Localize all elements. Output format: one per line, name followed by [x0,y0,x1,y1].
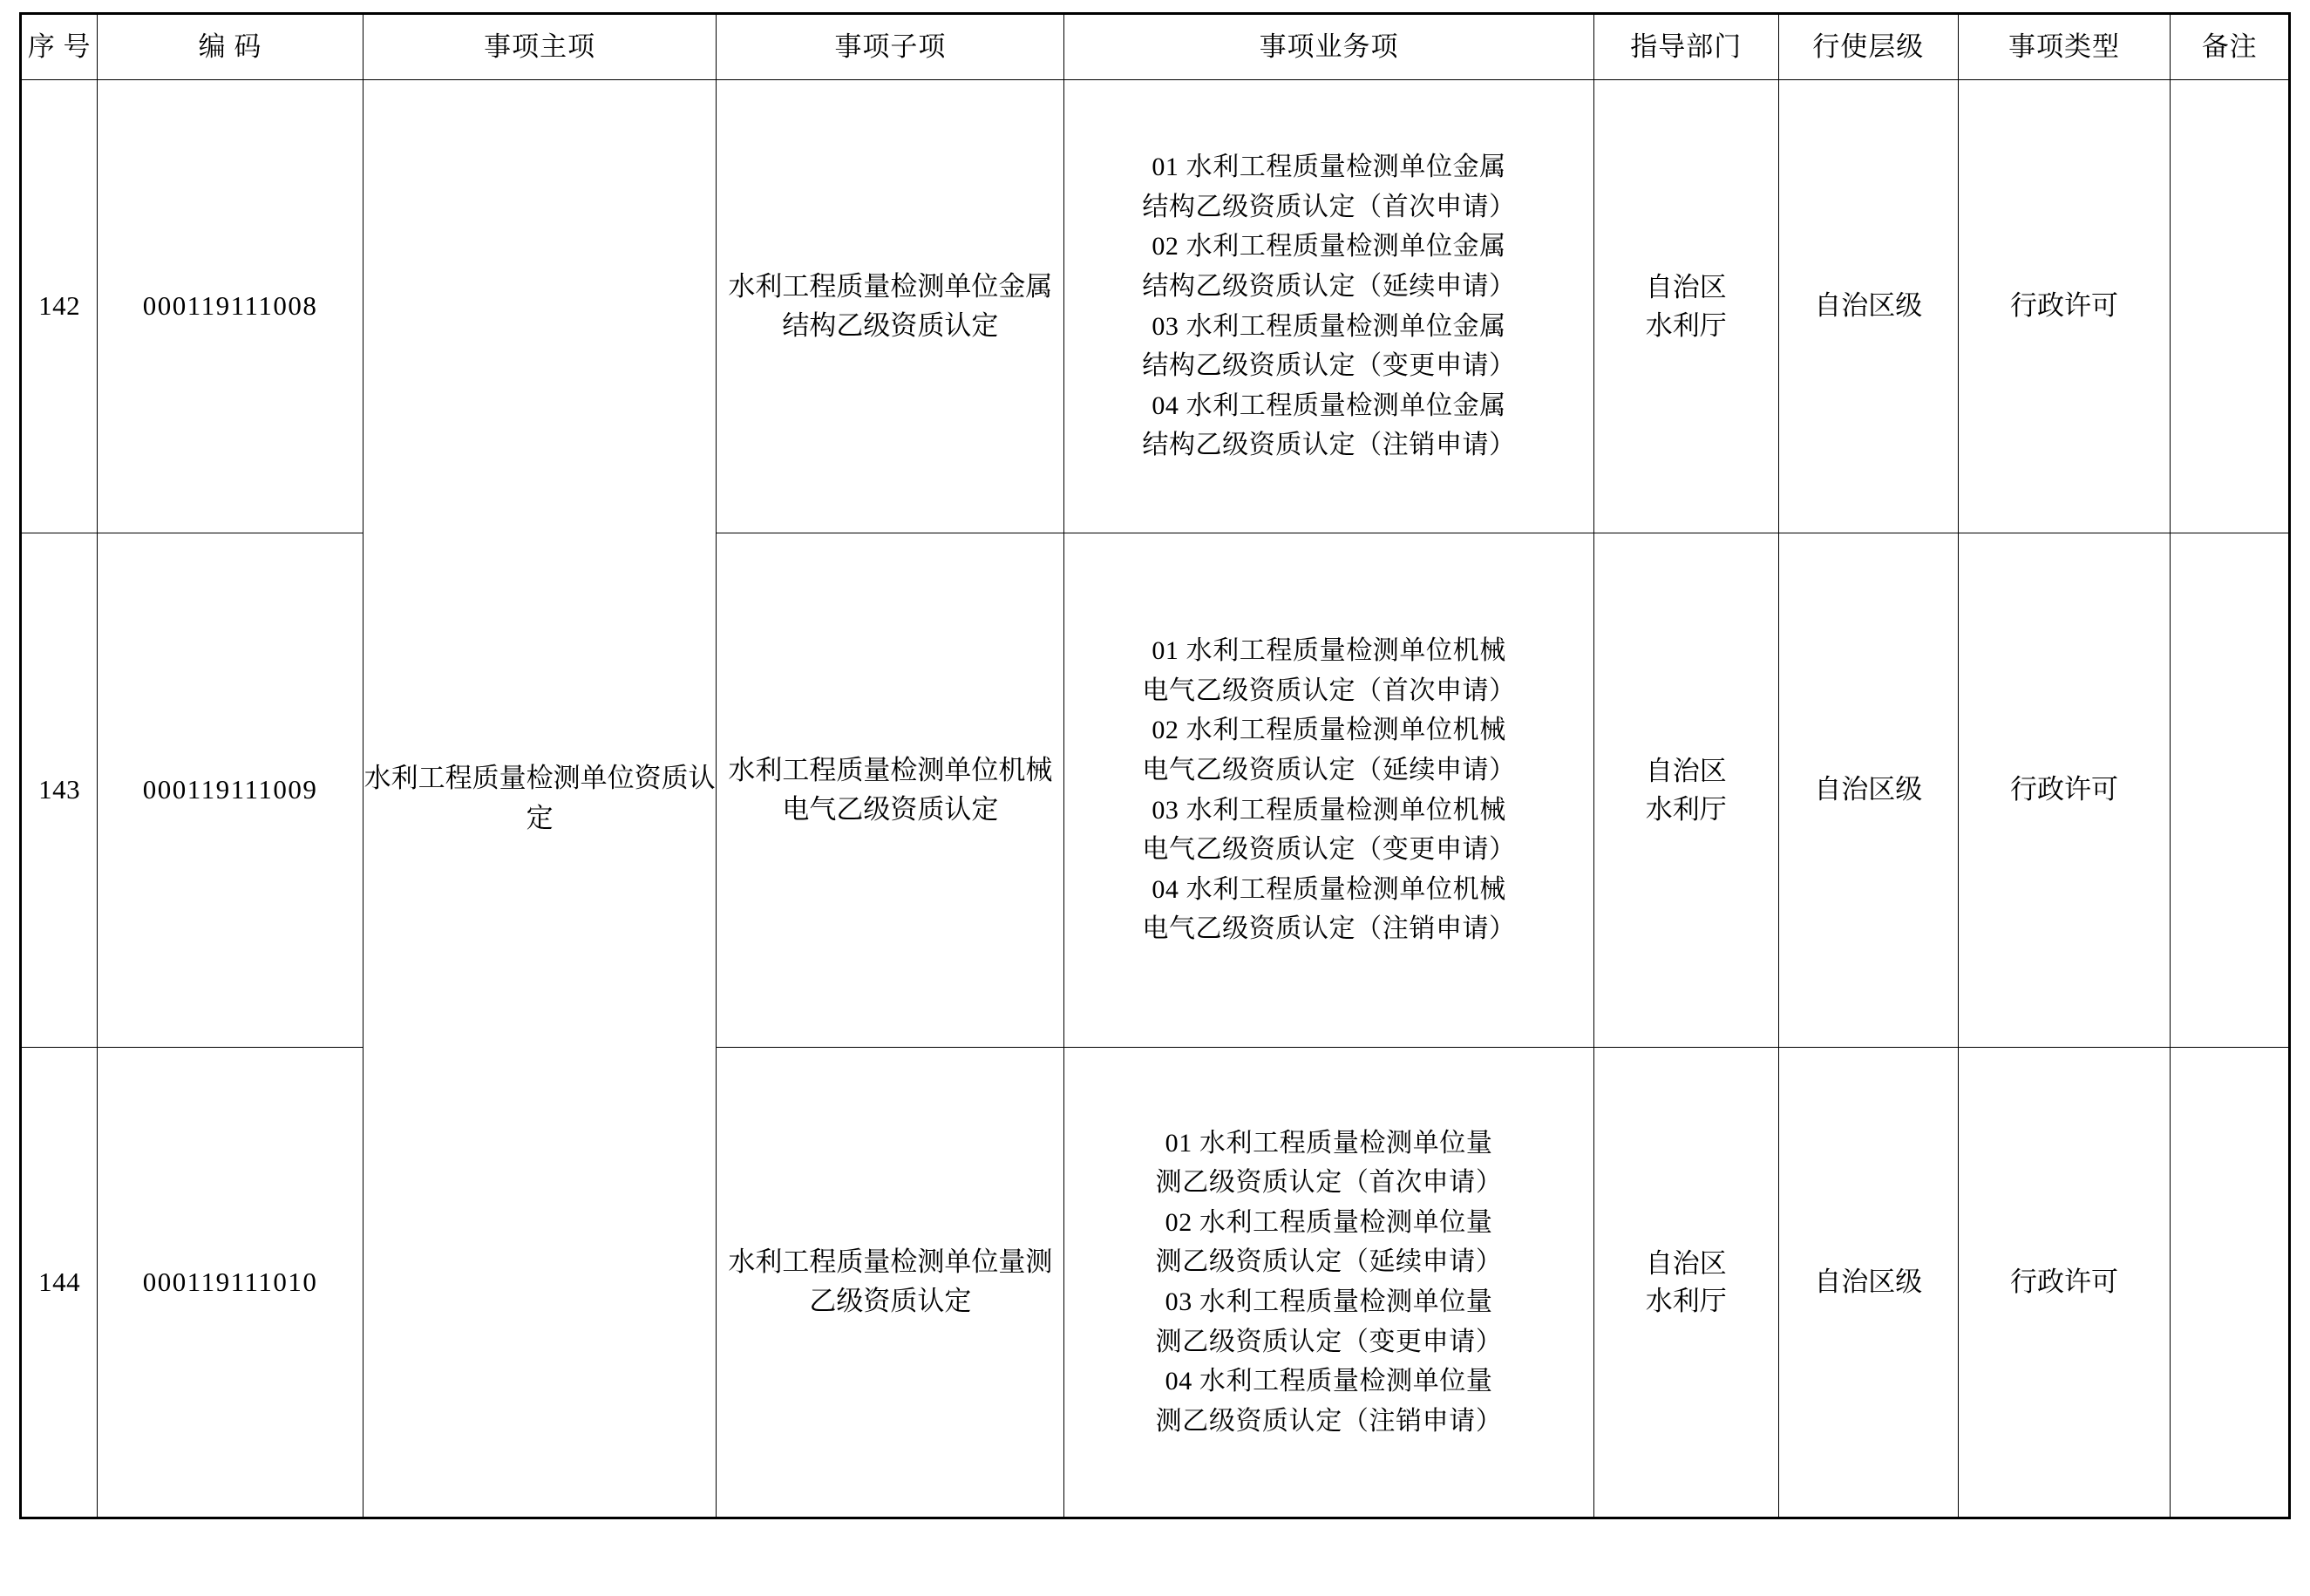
column-header-department: 指导部门 [1593,14,1778,80]
table-header [21,14,2290,80]
row-code: 000119111009 [98,533,363,1048]
table-row [21,533,2290,1048]
column-header-business-item: 事项业务项 [1064,14,1593,80]
row-code: 000119111008 [98,80,363,533]
row-note [2171,533,2290,1048]
column-header-level: 行使层级 [1778,14,1958,80]
row-level: 自治区级 [1778,533,1958,1048]
table-header-row [21,14,2290,80]
row-note [2171,1048,2290,1518]
row-item-type: 行政许可 [1958,80,2171,533]
table-body [21,80,2290,1518]
row-note [2171,80,2290,533]
row-sub-item: 水利工程质量检测单位机械电气乙级资质认定 [717,533,1064,1048]
row-department: 自治区 水利厅 [1593,533,1778,1048]
row-level: 自治区级 [1778,1048,1958,1518]
row-business-items: 01 水利工程质量检测单位量 测乙级资质认定（首次申请） 02 水利工程质量检测单位量 测乙级资质认定（延续申请） 03 水利工程质量检测单位量 测乙级资质认定（变更申请） 04 水利工程质量检测单位量 测乙级资质认定（注销申请） [1064,1048,1593,1518]
row-sequence: 143 [21,533,98,1048]
column-header-item-type: 事项类型 [1958,14,2171,80]
column-header-code: 编 码 [98,14,363,80]
row-department: 自治区 水利厅 [1593,1048,1778,1518]
column-header-sub-item: 事项子项 [717,14,1064,80]
row-item-type: 行政许可 [1958,1048,2171,1518]
column-header-main-item: 事项主项 [363,14,716,80]
column-header-note: 备注 [2171,14,2290,80]
row-business-items: 01 水利工程质量检测单位金属 结构乙级资质认定（首次申请） 02 水利工程质量检测单位金属 结构乙级资质认定（延续申请） 03 水利工程质量检测单位金属 结构乙级资质认定（变更申请） 04 水利工程质量检测单位金属 结构乙级资质认定（注销申请） [1064,80,1593,533]
items-table [19,12,2291,1519]
table-row [21,1048,2290,1518]
row-level: 自治区级 [1778,80,1958,533]
row-department: 自治区 水利厅 [1593,80,1778,533]
row-sequence: 144 [21,1048,98,1518]
row-sub-item: 水利工程质量检测单位量测乙级资质认定 [717,1048,1064,1518]
table-row [21,80,2290,533]
column-header-sequence: 序 号 [21,14,98,80]
row-business-items: 01 水利工程质量检测单位机械 电气乙级资质认定（首次申请） 02 水利工程质量检测单位机械 电气乙级资质认定（延续申请） 03 水利工程质量检测单位机械 电气乙级资质认定（变更申请） 04 水利工程质量检测单位机械 电气乙级资质认定（注销申请） [1064,533,1593,1048]
row-main-item: 水利工程质量检测单位资质认定 [363,80,716,1518]
row-sub-item: 水利工程质量检测单位金属结构乙级资质认定 [717,80,1064,533]
row-item-type: 行政许可 [1958,533,2171,1048]
row-code: 000119111010 [98,1048,363,1518]
row-sequence: 142 [21,80,98,533]
